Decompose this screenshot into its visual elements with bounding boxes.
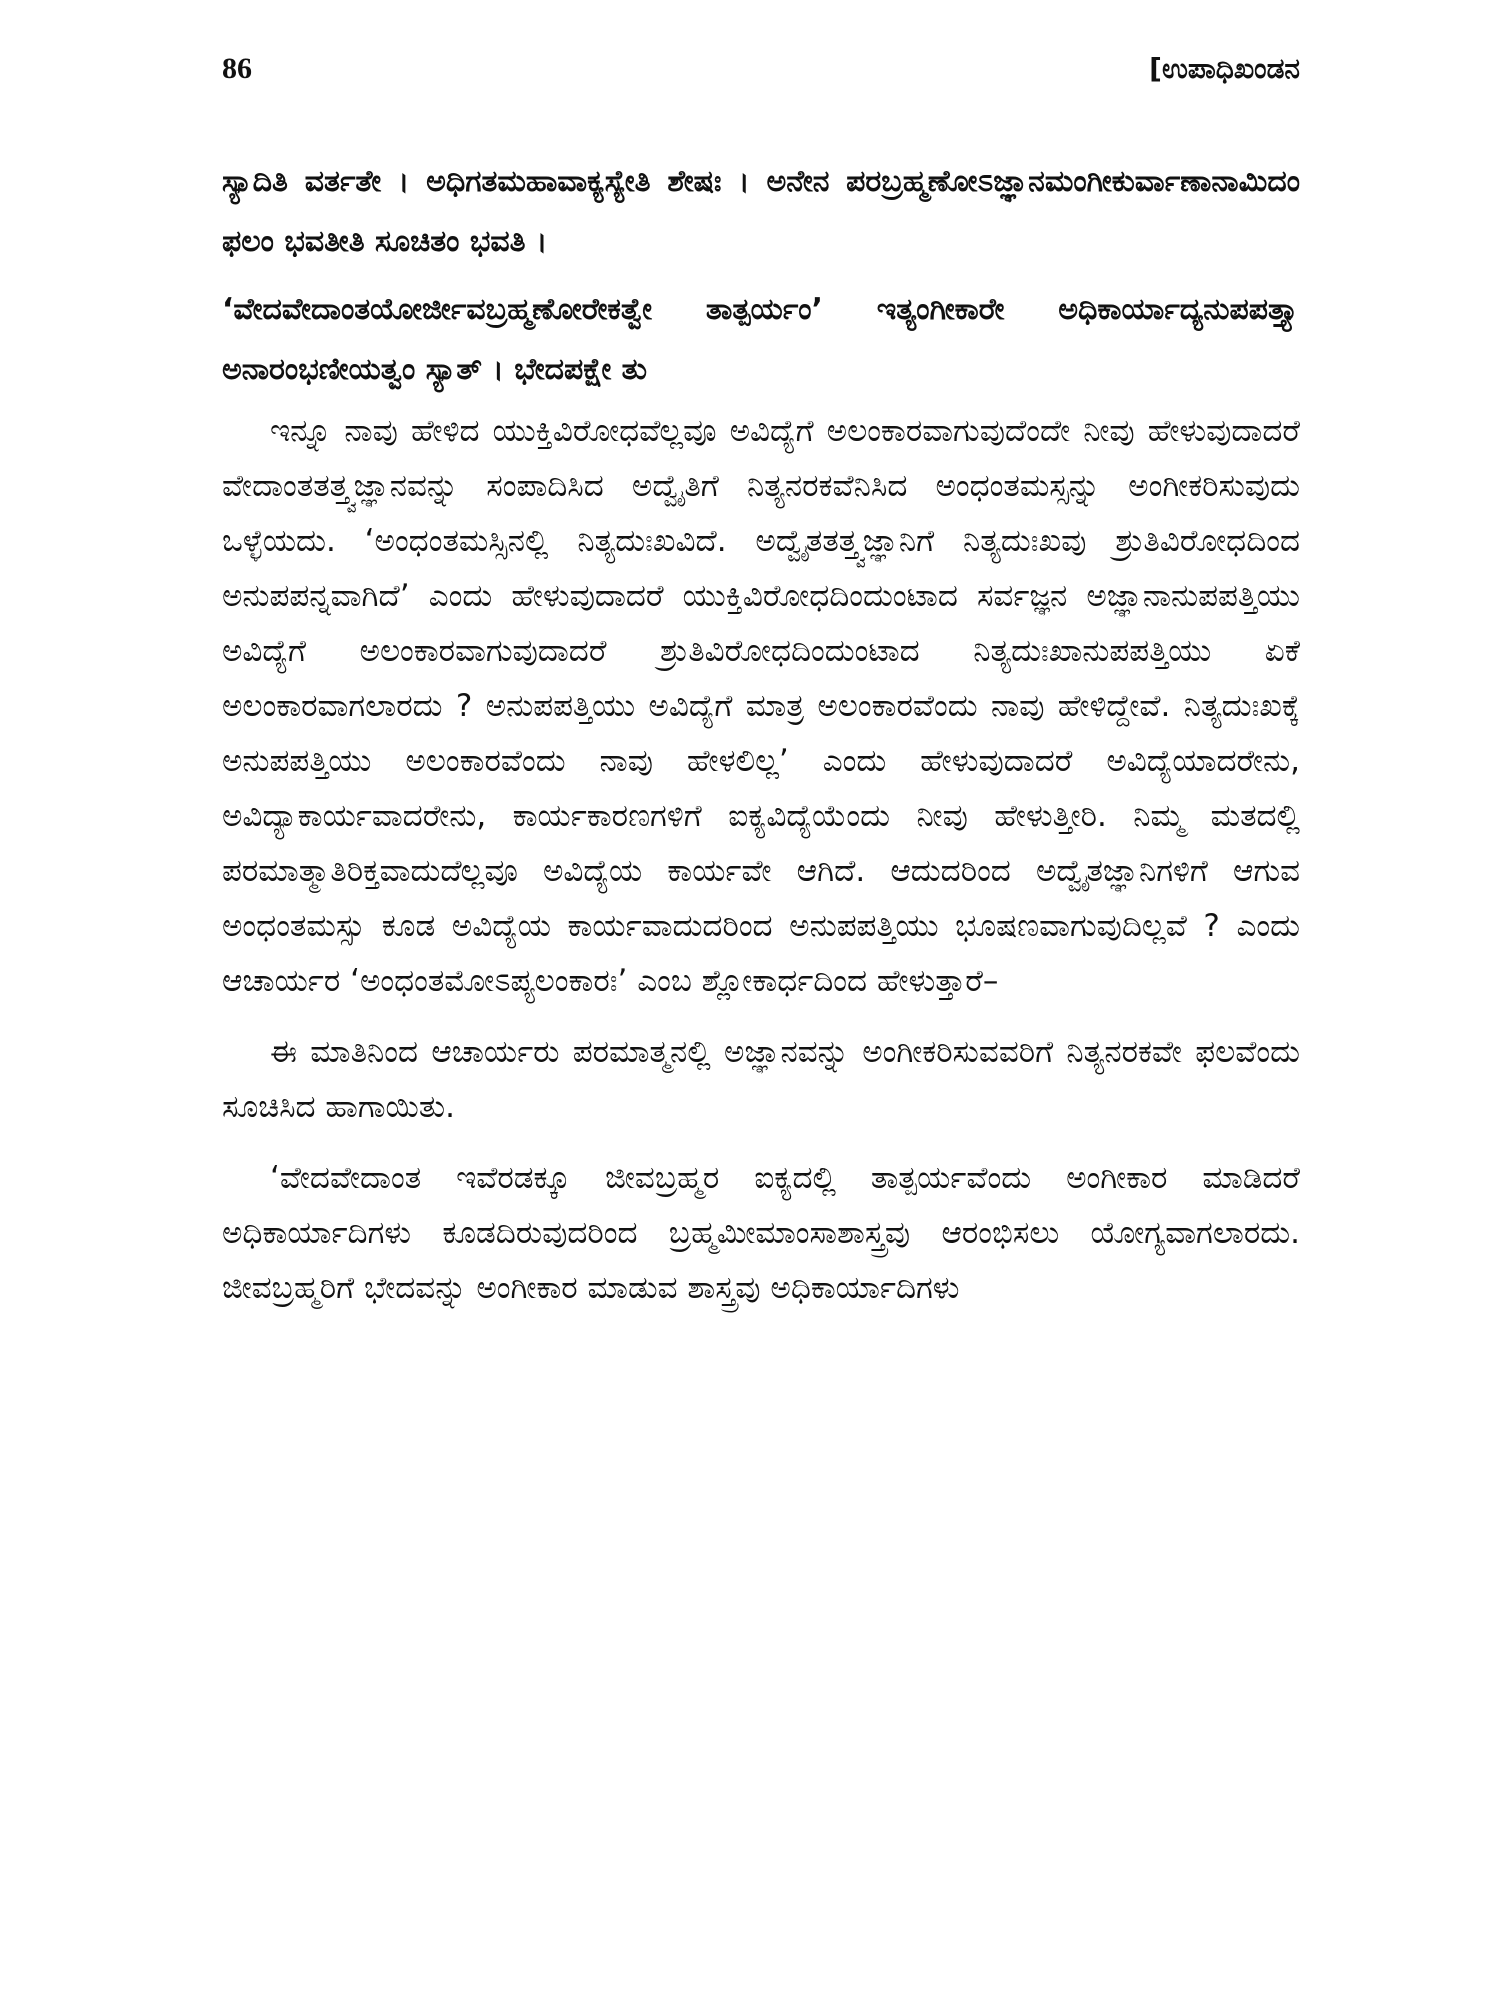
page-number: 86 bbox=[222, 52, 252, 85]
kannada-translation-paragraph: ಈ ಮಾತಿನಿಂದ ಆಚಾರ್ಯರು ಪರಮಾತ್ಮನಲ್ಲಿ ಅಜ್ಞಾನವನ್ನು ಅಂಗೀಕರಿಸುವವರಿಗೆ ನಿತ್ಯನರಕವೇ ಫಲವೆಂದು ಸೂಚಿಸಿದ ಹಾಗಾಯಿತು. bbox=[222, 1034, 1300, 1125]
running-head: [ಉಪಾಧಿಖಂಡನ bbox=[1149, 52, 1300, 85]
kannada-translation-paragraph: ಇನ್ನೂ ನಾವು ಹೇಳಿದ ಯುಕ್ತಿವಿರೋಧವೆಲ್ಲವೂ ಅವಿದ್ಯೆಗೆ ಅಲಂಕಾರವಾಗುವುದೆಂದೇ ನೀವು ಹೇಳುವುದಾದರೆ ವೇದಾಂತತತ್ತ್ವಜ್ಞಾನವನ್ನು ಸಂಪಾದಿಸಿದ ಅದ್ವೈತಿಗೆ ನಿತ್ಯನರಕವೆನಿಸಿದ ಅಂಧಂತಮಸ್ಸನ್ನು ಅಂಗೀಕರಿಸುವುದು ಒಳ್ಳೆಯದು. ‘ಅಂಧಂತಮಸ್ಸಿನಲ್ಲಿ ನಿತ್ಯದುಃಖವಿದೆ. ಅದ್ವೈತತತ್ತ್ವಜ್ಞಾನಿಗೆ ನಿತ್ಯದುಃಖವು ಶ್ರುತಿವಿರೋಧದಿಂದ ಅನುಪಪನ್ನವಾಗಿದೆ’ ಎಂದು ಹೇಳುವುದಾದರೆ ಯುಕ್ತಿವಿರೋಧದಿಂದುಂಟಾದ ಸರ್ವಜ್ಞನ ಅಜ್ಞಾನಾನುಪಪತ್ತಿಯು ಅವಿದ್ಯೆಗೆ ಅಲಂಕಾರವಾಗುವುದಾದರೆ ಶ್ರುತಿವಿರೋಧದಿಂದುಂಟಾದ ನಿತ್ಯದುಃಖಾನುಪಪತ್ತಿಯು ಏಕೆ ಅಲಂಕಾರವಾಗಲಾರದು ? ಅನುಪಪತ್ತಿಯು ಅವಿದ್ಯೆಗೆ ಮಾತ್ರ ಅಲಂಕಾರವೆಂದು ನಾವು ಹೇಳಿದ್ದೇವೆ. ನಿತ್ಯದುಃಖಕ್ಕೆ ಅನುಪಪತ್ತಿಯು ಅಲಂಕಾರವೆಂದು ನಾವು ಹೇಳಲಿಲ್ಲ’ ಎಂದು ಹೇಳುವುದಾದರೆ ಅವಿದ್ಯೆಯಾದರೇನು, ಅವಿದ್ಯಾಕಾರ್ಯವಾದರೇನು, ಕಾರ್ಯಕಾರಣಗಳಿಗೆ ಐಕ್ಯವಿದ್ಯೆಯೆಂದು ನೀವು ಹೇಳುತ್ತೀರಿ. ನಿಮ್ಮ ಮತದಲ್ಲಿ ಪರಮಾತ್ಮಾತಿರಿಕ್ತವಾದುದೆಲ್ಲವೂ ಅವಿದ್ಯೆಯ ಕಾರ್ಯವೇ ಆಗಿದೆ. ಆದುದರಿಂದ ಅದ್ವೈತಜ್ಞಾನಿಗಳಿಗೆ ಆಗುವ ಅಂಧಂತಮಸ್ಸು ಕೂಡ ಅವಿದ್ಯೆಯ ಕಾರ್ಯವಾದುದರಿಂದ ಅನುಪಪತ್ತಿಯು ಭೂಷಣವಾಗುವುದಿಲ್ಲವೆ ? ಎಂದು ಆಚಾರ್ಯರ ‘ಅಂಧಂತಮೋಽಪ್ಯಲಂಕಾರಃ’ ಎಂಬ ಶ್ಲೋಕಾರ್ಧದಿಂದ ಹೇಳುತ್ತಾರೆ– bbox=[222, 413, 1300, 999]
kannada-translation-paragraph: ‘ವೇದವೇದಾಂತ ಇವೆರಡಕ್ಕೂ ಜೀವಬ್ರಹ್ಮರ ಐಕ್ಯದಲ್ಲಿ ತಾತ್ಪರ್ಯವೆಂದು ಅಂಗೀಕಾರ ಮಾಡಿದರೆ ಅಧಿಕಾರ್ಯಾದಿಗಳು ಕೂಡದಿರುವುದರಿಂದ ಬ್ರಹ್ಮಮೀಮಾಂಸಾಶಾಸ್ತ್ರವು ಆರಂಭಿಸಲು ಯೋಗ್ಯವಾಗಲಾರದು. ಜೀವಬ್ರಹ್ಮರಿಗೆ ಭೇದವನ್ನು ಅಂಗೀಕಾರ ಮಾಡುವ ಶಾಸ್ತ್ರವು ಅಧಿಕಾರ್ಯಾದಿಗಳು bbox=[222, 1160, 1300, 1306]
sanskrit-commentary-paragraph: ಸ್ಯಾದಿತಿ ವರ್ತತೇ । ಅಧಿಗತಮಹಾವಾಕ್ಯಸ್ಯೇತಿ ಶೇಷಃ । ಅನೇನ ಪರಬ್ರಹ್ಮಣೋಽಜ್ಞಾನಮಂಗೀಕುರ್ವಾಣಾನಾಮಿದಂ ಫಲಂ ಭವತೀತಿ ಸೂಚಿತಂ ಭವತಿ । bbox=[222, 164, 1300, 259]
sanskrit-commentary-paragraph: ‘ವೇದವೇದಾಂತಯೋರ್ಜೀವಬ್ರಹ್ಮಣೋರೇಕತ್ವೇ ತಾತ್ಪರ್ಯಂ’ ಇತ್ಯಂಗೀಕಾರೇ ಅಧಿಕಾರ್ಯಾದ್ಯನುಪಪತ್ತ್ಯಾ ಅನಾರಂಭಣೀಯತ್ವಂ ಸ್ಯಾತ್ । ಭೇದಪಕ್ಷೇ ತು bbox=[222, 292, 1300, 387]
page-body bbox=[222, 152, 1300, 1316]
page-header bbox=[222, 52, 1300, 102]
